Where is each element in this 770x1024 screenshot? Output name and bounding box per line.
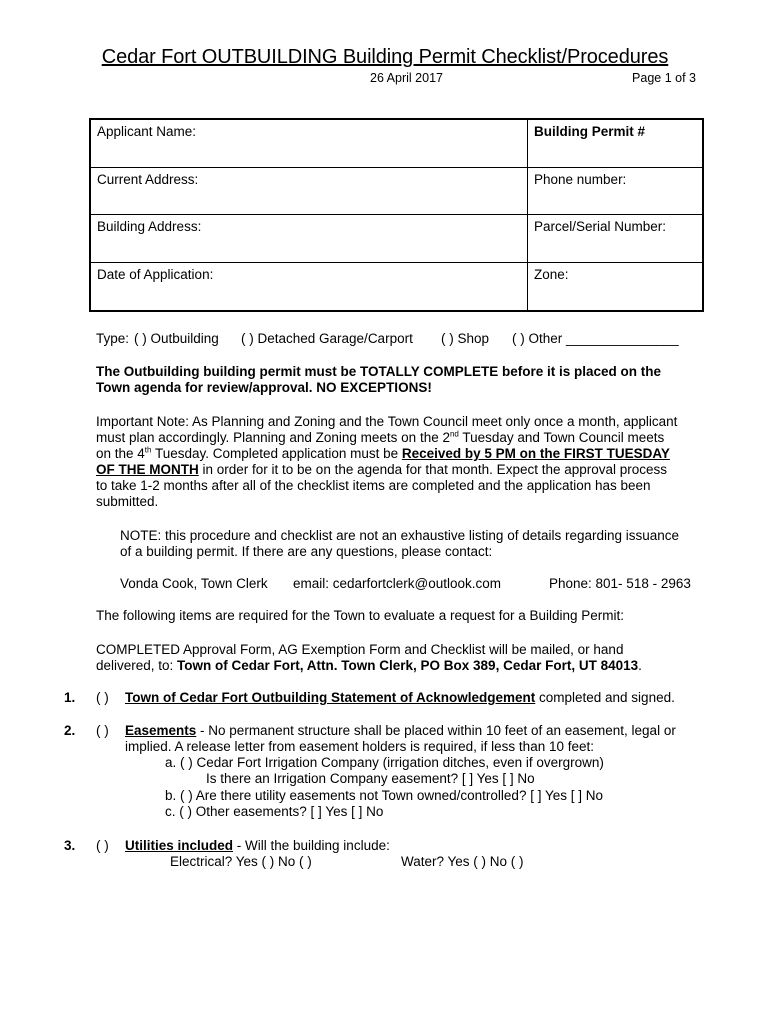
item-title: Easements xyxy=(125,723,197,738)
important-note-2 xyxy=(96,430,664,446)
item-2a-question[interactable]: Is there an Irrigation Company easement? [ ] Yes [ ] No xyxy=(206,771,535,786)
page-number: Page 1 of 3 xyxy=(632,71,696,85)
text-span: . xyxy=(638,658,642,673)
text-span: on the 4 xyxy=(96,446,145,461)
building-address-field[interactable]: Building Address: xyxy=(91,215,528,263)
item-number: 2. xyxy=(64,723,76,738)
important-note-4 xyxy=(96,462,667,478)
current-address-field[interactable]: Current Address: xyxy=(91,168,528,216)
mailing-line-2 xyxy=(96,658,642,674)
page-title: Cedar Fort OUTBUILDING Building Permit Checklist/Procedures xyxy=(101,46,669,68)
item-3-electrical[interactable]: Electrical? Yes ( ) No ( ) xyxy=(170,854,312,869)
deadline-emphasis: Received by 5 PM on the FIRST TUESDAY xyxy=(401,446,670,461)
important-note-1: Important Note: As Planning and Zoning and the Town Council meet only once a month, applicant xyxy=(96,414,678,429)
text-span: in order for it to be on the agenda for that month. Expect the approval process xyxy=(198,462,668,477)
applicant-info-table xyxy=(89,118,704,312)
ordinal-suffix: nd xyxy=(449,429,459,439)
item-2-text xyxy=(125,723,676,739)
contact-phone: Phone: 801- 518 - 2963 xyxy=(549,576,691,591)
type-shop-option[interactable]: ( ) Shop xyxy=(441,331,490,346)
warning-line-2: Town agenda for review/approval. NO EXCEPTIONS! xyxy=(96,380,432,395)
note-line-2: of a building permit. If there are any questions, please contact: xyxy=(120,544,493,559)
item-2-checkbox[interactable]: ( ) xyxy=(96,723,109,738)
item-3-text xyxy=(125,838,390,854)
type-label: Type: xyxy=(96,331,130,346)
contact-name: Vonda Cook, Town Clerk xyxy=(120,576,268,591)
phone-number-field[interactable]: Phone number: xyxy=(528,168,702,216)
deadline-emphasis: OF THE MONTH xyxy=(96,462,199,477)
text-span: completed and signed. xyxy=(535,690,675,705)
following-items-intro: The following items are required for the Town to evaluate a request for a Building Permit: xyxy=(96,608,625,623)
applicant-name-field[interactable]: Applicant Name: xyxy=(91,120,528,168)
item-3-water[interactable]: Water? Yes ( ) No ( ) xyxy=(401,854,524,869)
item-title: Utilities included xyxy=(125,838,234,853)
building-permit-number-field[interactable]: Building Permit # xyxy=(528,120,702,168)
document-date: 26 April 2017 xyxy=(370,71,443,85)
text-span: - No permanent structure shall be placed within 10 feet of an easement, legal or xyxy=(196,723,676,738)
item-title: Town of Cedar Fort Outbuilding Statement of Acknowledgement xyxy=(125,690,536,705)
item-number: 3. xyxy=(64,838,76,853)
important-note-5: to take 1-2 months after all of the checklist items are completed and the application has been xyxy=(96,478,651,493)
item-number: 1. xyxy=(64,690,76,705)
text-span: Tuesday and Town Council meets xyxy=(458,430,665,445)
text-span: - Will the building include: xyxy=(233,838,390,853)
type-garage-option[interactable]: ( ) Detached Garage/Carport xyxy=(241,331,413,346)
contact-email[interactable]: email: cedarfortclerk@outlook.com xyxy=(293,576,502,591)
item-1-checkbox[interactable]: ( ) xyxy=(96,690,109,705)
warning-line-1: The Outbuilding building permit must be TOTALLY COMPLETE before it is placed on the xyxy=(96,364,662,379)
item-2-line-2: implied. A release letter from easement holders is required, if less than 10 feet: xyxy=(125,739,594,754)
ordinal-suffix: th xyxy=(144,445,152,455)
item-2c-other[interactable]: c. ( ) Other easements? [ ] Yes [ ] No xyxy=(165,804,384,819)
mailing-address: Town of Cedar Fort, Attn. Town Clerk, PO Box 389, Cedar Fort, UT 84013 xyxy=(177,658,639,673)
important-note-6: submitted. xyxy=(96,494,159,509)
zone-field[interactable]: Zone: xyxy=(534,266,569,282)
date-of-application-field[interactable]: Date of Application: xyxy=(91,263,528,311)
text-span: must plan accordingly. Planning and Zoning meets on the 2 xyxy=(96,430,450,445)
item-3-checkbox[interactable]: ( ) xyxy=(96,838,109,853)
mailing-line-1: COMPLETED Approval Form, AG Exemption Form and Checklist will be mailed, or hand xyxy=(96,642,624,657)
item-2b-utility[interactable]: b. ( ) Are there utility easements not Town owned/controlled? [ ] Yes [ ] No xyxy=(165,788,603,803)
important-note-3 xyxy=(96,446,670,462)
type-other-option[interactable]: ( ) Other _______________ xyxy=(512,331,679,346)
type-outbuilding-option[interactable]: ( ) Outbuilding xyxy=(134,331,219,346)
item-2a-irrigation[interactable]: a. ( ) Cedar Fort Irrigation Company (irrigation ditches, even if overgrown) xyxy=(165,755,604,770)
text-span: delivered, to: xyxy=(96,658,178,673)
parcel-serial-field[interactable]: Parcel/Serial Number: xyxy=(528,215,702,263)
note-line-1: NOTE: this procedure and checklist are not an exhaustive listing of details regarding issuance xyxy=(120,528,680,543)
item-1-text xyxy=(125,690,675,706)
text-span: Tuesday. Completed application must be xyxy=(151,446,402,461)
